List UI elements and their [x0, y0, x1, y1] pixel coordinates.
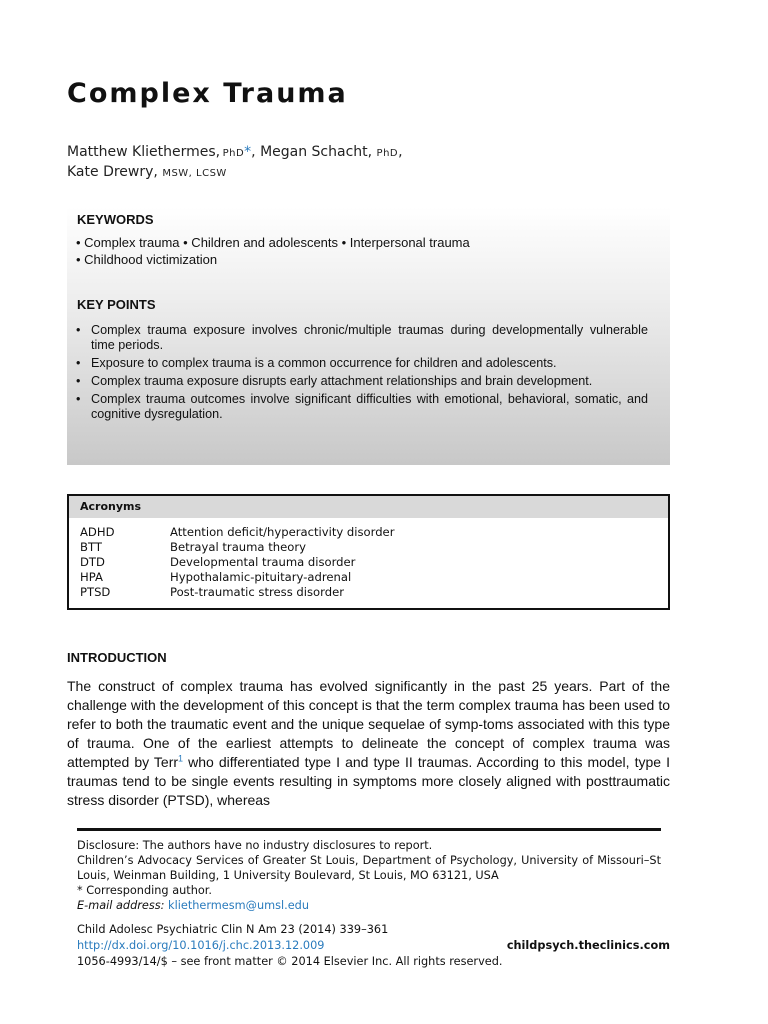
acronym-definition: Post-traumatic stress disorder — [170, 585, 344, 599]
footnote-divider — [77, 828, 661, 831]
acronym-row — [80, 570, 394, 585]
introduction-paragraph — [67, 677, 670, 810]
doi-line — [77, 938, 670, 954]
acronym-abbr: ADHD — [80, 525, 115, 539]
email-line — [77, 898, 661, 913]
journal-website[interactable]: childpsych.theclinics.com — [506, 939, 670, 952]
author-line-1: Matthew Kliethermes, PhD*, Megan Schacht, PhD, — [67, 144, 403, 160]
acronyms-rows — [80, 525, 394, 600]
acronym-definition: Hypothalamic-pituitary-adrenal — [170, 570, 352, 584]
acronym-row — [80, 585, 394, 600]
key-points-heading: KEY POINTS — [77, 297, 156, 312]
acronyms-heading: Acronyms — [69, 496, 668, 518]
author-degree-1: PhD — [222, 148, 245, 159]
acronym-abbr: PTSD — [80, 585, 111, 599]
keywords-line-1: • Complex trauma • Children and adolescents • Interpersonal trauma — [76, 235, 470, 250]
introduction-text-start: The construct of complex trauma has evolved significantly in the past 25 years. Part of the challenge with the development of this concept is that the term complex trauma has been used to refer to both the traumatic event and the unique sequelae of symp-toms associated with this type of trauma. One of the earliest attempts to delineate the concept of complex trauma was attempted by Terr — [67, 678, 670, 770]
acronym-row — [80, 525, 394, 540]
acronyms-table — [67, 494, 670, 610]
journal-citation: Child Adolesc Psychiatric Clin N Am 23 (2014) 339–361 — [77, 923, 389, 936]
acronym-row — [80, 555, 394, 570]
doi-link[interactable]: http://dx.doi.org/10.1016/j.chc.2013.12.009 — [77, 939, 325, 952]
article-title: Complex Trauma — [67, 78, 348, 109]
copyright-line: 1056-4993/14/$ – see front matter © 2014 Elsevier Inc. All rights reserved. — [77, 955, 503, 968]
disclosure-note: Disclosure: The authors have no industry disclosures to report. — [77, 839, 433, 852]
acronym-definition: Betrayal trauma theory — [170, 540, 306, 554]
affiliation-note: Children’s Advocacy Services of Greater St Louis, Department of Psychology, University of Missouri–St Louis, Weinman Building, 1 University Boulevard, St Louis, MO 63121, USA — [77, 854, 661, 882]
key-point-item: • Complex trauma outcomes involve significant difficulties with emotional, behavioral, somatic, and cognitive dysregulation. — [76, 392, 648, 422]
introduction-heading: INTRODUCTION — [67, 650, 167, 665]
corresponding-author-note: * Corresponding author. — [77, 884, 212, 897]
key-points-list — [76, 323, 648, 425]
key-point-item: • Complex trauma exposure involves chronic/multiple traumas during developmentally vulnerable time periods. — [76, 323, 648, 353]
author-degree-2: PhD — [376, 148, 399, 159]
author-list — [67, 143, 667, 183]
citation-block — [77, 922, 670, 970]
author-name-2: Megan Schacht, — [260, 144, 373, 160]
keywords-heading: KEYWORDS — [77, 212, 154, 227]
email-link[interactable]: kliethermesm@umsl.edu — [168, 899, 310, 912]
key-point-item: • Complex trauma exposure disrupts early attachment relationships and brain development. — [76, 374, 648, 389]
acronym-definition: Attention deficit/hyperactivity disorder — [170, 525, 395, 539]
author-line-2 — [67, 163, 667, 183]
keywords-line-2: • Childhood victimization — [76, 252, 218, 267]
author-degree-3: MSW, LCSW — [162, 168, 227, 179]
acronym-abbr: DTD — [80, 555, 105, 569]
email-label: E-mail address: — [77, 899, 165, 912]
reference-link-1[interactable]: 1 — [178, 753, 184, 764]
acronym-abbr: BTT — [80, 540, 102, 554]
acronym-abbr: HPA — [80, 570, 103, 584]
author-name-1: Matthew Kliethermes, — [67, 144, 221, 160]
introduction-text-end: who differentiated type I and type II traumas. According to this model, type I traumas tend to be single events resulting in symptoms more closely aligned with posttraumatic stress disorder (PTSD), whereas — [67, 754, 670, 808]
keywords-keypoints-box — [67, 207, 670, 465]
corresponding-author-mark[interactable]: * — [244, 144, 252, 160]
key-point-item: • Exposure to complex trauma is a common occurrence for children and adolescents. — [76, 356, 648, 371]
author-name-3: Kate Drewry, — [67, 164, 158, 180]
acronym-row — [80, 540, 394, 555]
acronym-definition: Developmental trauma disorder — [170, 555, 356, 569]
footnotes — [77, 838, 661, 913]
